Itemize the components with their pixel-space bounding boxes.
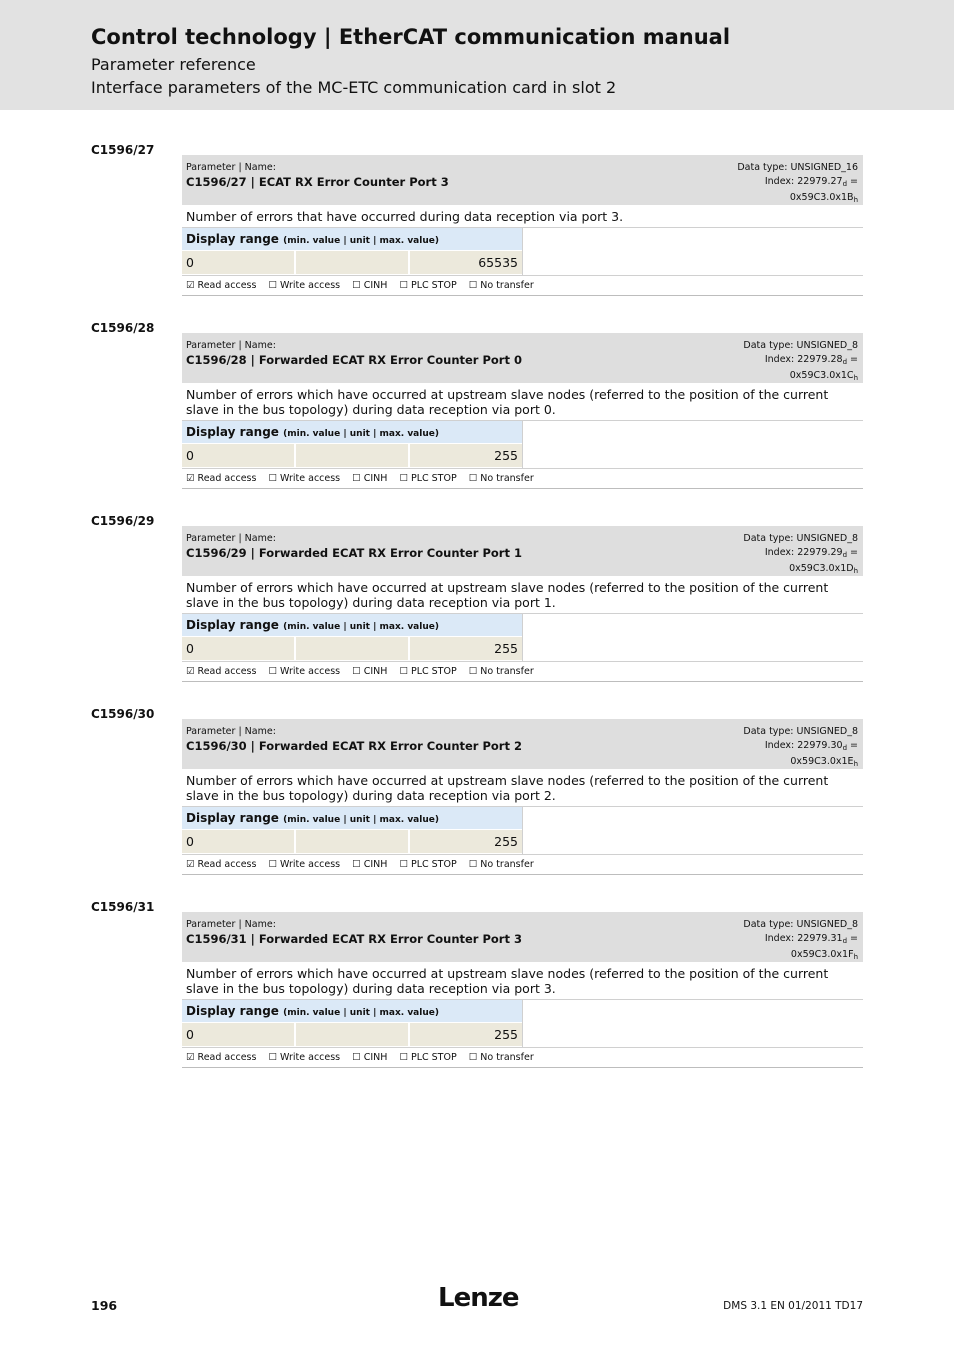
write-access: ☐ Write access <box>268 1052 341 1063</box>
access-flags <box>182 855 863 875</box>
range-unit <box>296 637 408 660</box>
param-index: Index: $22979.29_d$ = <box>764 546 858 559</box>
cinh-flag: ☐ CINH <box>352 473 388 484</box>
document-id: DMS 3.1 EN 01/2011 TD17 <box>723 1300 863 1312</box>
parameter-header <box>182 526 863 576</box>
section-code: C1596/31 <box>91 900 155 914</box>
plc-stop-flag: ☐ PLC STOP <box>399 666 457 677</box>
cinh-flag: ☐ CINH <box>352 280 388 291</box>
plc-stop-flag: ☐ PLC STOP <box>399 859 457 870</box>
data-type: Data type: UNSIGNED_8 <box>743 340 858 351</box>
access-flags <box>182 1048 863 1068</box>
range-max: 255 <box>410 444 522 467</box>
lenze-logo: Lenze <box>438 1283 519 1313</box>
parameter-header <box>182 333 863 383</box>
parameter-header <box>182 719 863 769</box>
param-hex: $0x59C3.0x1F_h$ <box>790 949 858 961</box>
param-meta <box>743 918 858 965</box>
range-min: 0 <box>182 830 294 853</box>
display-range-header: Display range (min. value | unit | max. value) <box>182 228 522 250</box>
read-access: ☑ Read access <box>186 666 257 677</box>
no-transfer-flag: ☐ No transfer <box>468 1052 534 1063</box>
param-hex: $0x59C3.0x1B_h$ <box>789 192 858 204</box>
data-type: Data type: UNSIGNED_16 <box>737 162 858 173</box>
range-min: 0 <box>182 637 294 660</box>
param-meta <box>737 161 858 208</box>
range-max: 65535 <box>410 251 522 274</box>
param-name: C1596/28 | Forwarded ECAT RX Error Counter Port 0 <box>186 353 522 367</box>
section-code: C1596/29 <box>91 514 155 528</box>
range-min: 0 <box>182 444 294 467</box>
access-flags <box>182 662 863 682</box>
param-hex: $0x59C3.0x1D_h$ <box>789 563 858 575</box>
param-index: Index: $22979.27_d$ = <box>764 175 858 188</box>
cinh-flag: ☐ CINH <box>352 666 388 677</box>
page-header <box>0 0 954 110</box>
param-index: Index: $22979.31_d$ = <box>764 932 858 945</box>
param-hex: $0x59C3.0x1E_h$ <box>790 756 858 768</box>
param-name-label: Parameter | Name: <box>186 162 276 173</box>
param-name: C1596/31 | Forwarded ECAT RX Error Counter Port 3 <box>186 932 522 946</box>
no-transfer-flag: ☐ No transfer <box>468 859 534 870</box>
parameter-header <box>182 155 863 205</box>
read-access: ☑ Read access <box>186 859 257 870</box>
write-access: ☐ Write access <box>268 280 341 291</box>
display-range-header: Display range (min. value | unit | max. value) <box>182 1000 522 1022</box>
section-code: C1596/27 <box>91 143 155 157</box>
display-range-header: Display range (min. value | unit | max. value) <box>182 421 522 443</box>
parameter-table <box>182 155 863 296</box>
read-access: ☑ Read access <box>186 280 257 291</box>
param-name-label: Parameter | Name: <box>186 533 276 544</box>
range-max: 255 <box>410 830 522 853</box>
range-unit <box>296 444 408 467</box>
no-transfer-flag: ☐ No transfer <box>468 473 534 484</box>
write-access: ☐ Write access <box>268 473 341 484</box>
param-meta <box>743 532 858 579</box>
display-range-header: Display range (min. value | unit | max. value) <box>182 614 522 636</box>
page-number: 196 <box>91 1298 118 1313</box>
param-description: Number of errors which have occurred at upstream slave nodes (referred to the position of the current slave in the bus topology) during data reception via port 3. <box>182 962 863 1000</box>
display-range <box>182 807 863 855</box>
plc-stop-flag: ☐ PLC STOP <box>399 1052 457 1063</box>
param-index: Index: $22979.28_d$ = <box>764 353 858 366</box>
data-type: Data type: UNSIGNED_8 <box>743 533 858 544</box>
parameter-header <box>182 912 863 962</box>
param-description: Number of errors that have occurred during data reception via port 3. <box>182 205 863 228</box>
plc-stop-flag: ☐ PLC STOP <box>399 473 457 484</box>
section-title: Interface parameters of the MC-ETC communication card in slot 2 <box>91 78 617 97</box>
read-access: ☑ Read access <box>186 473 257 484</box>
cinh-flag: ☐ CINH <box>352 1052 388 1063</box>
display-range-header: Display range (min. value | unit | max. value) <box>182 807 522 829</box>
parameter-table <box>182 333 863 489</box>
range-max: 255 <box>410 1023 522 1046</box>
param-name-label: Parameter | Name: <box>186 340 276 351</box>
section-code: C1596/28 <box>91 321 155 335</box>
cinh-flag: ☐ CINH <box>352 859 388 870</box>
section-code: C1596/30 <box>91 707 155 721</box>
plc-stop-flag: ☐ PLC STOP <box>399 280 457 291</box>
write-access: ☐ Write access <box>268 859 341 870</box>
data-type: Data type: UNSIGNED_8 <box>743 726 858 737</box>
access-flags <box>182 469 863 489</box>
param-meta <box>743 725 858 772</box>
param-name: C1596/27 | ECAT RX Error Counter Port 3 <box>186 175 449 189</box>
range-min: 0 <box>182 1023 294 1046</box>
param-name: C1596/30 | Forwarded ECAT RX Error Counter Port 2 <box>186 739 522 753</box>
write-access: ☐ Write access <box>268 666 341 677</box>
data-type: Data type: UNSIGNED_8 <box>743 919 858 930</box>
param-name-label: Parameter | Name: <box>186 919 276 930</box>
display-range <box>182 614 863 662</box>
param-index: Index: $22979.30_d$ = <box>764 739 858 752</box>
param-name-label: Parameter | Name: <box>186 726 276 737</box>
range-unit <box>296 251 408 274</box>
param-meta <box>743 339 858 386</box>
parameter-table <box>182 719 863 875</box>
access-flags <box>182 276 863 296</box>
param-name: C1596/29 | Forwarded ECAT RX Error Counter Port 1 <box>186 546 522 560</box>
chapter-title: Parameter reference <box>91 55 256 74</box>
display-range <box>182 228 863 276</box>
range-unit <box>296 830 408 853</box>
manual-title: Control technology | EtherCAT communication manual <box>91 25 731 49</box>
display-range <box>182 1000 863 1048</box>
range-min: 0 <box>182 251 294 274</box>
param-hex: $0x59C3.0x1C_h$ <box>789 370 858 382</box>
display-range <box>182 421 863 469</box>
parameter-table <box>182 526 863 682</box>
param-description: Number of errors which have occurred at upstream slave nodes (referred to the position of the current slave in the bus topology) during data reception via port 0. <box>182 383 863 421</box>
param-description: Number of errors which have occurred at upstream slave nodes (referred to the position of the current slave in the bus topology) during data reception via port 2. <box>182 769 863 807</box>
range-max: 255 <box>410 637 522 660</box>
no-transfer-flag: ☐ No transfer <box>468 280 534 291</box>
no-transfer-flag: ☐ No transfer <box>468 666 534 677</box>
range-unit <box>296 1023 408 1046</box>
read-access: ☑ Read access <box>186 1052 257 1063</box>
parameter-table <box>182 912 863 1068</box>
param-description: Number of errors which have occurred at upstream slave nodes (referred to the position of the current slave in the bus topology) during data reception via port 1. <box>182 576 863 614</box>
